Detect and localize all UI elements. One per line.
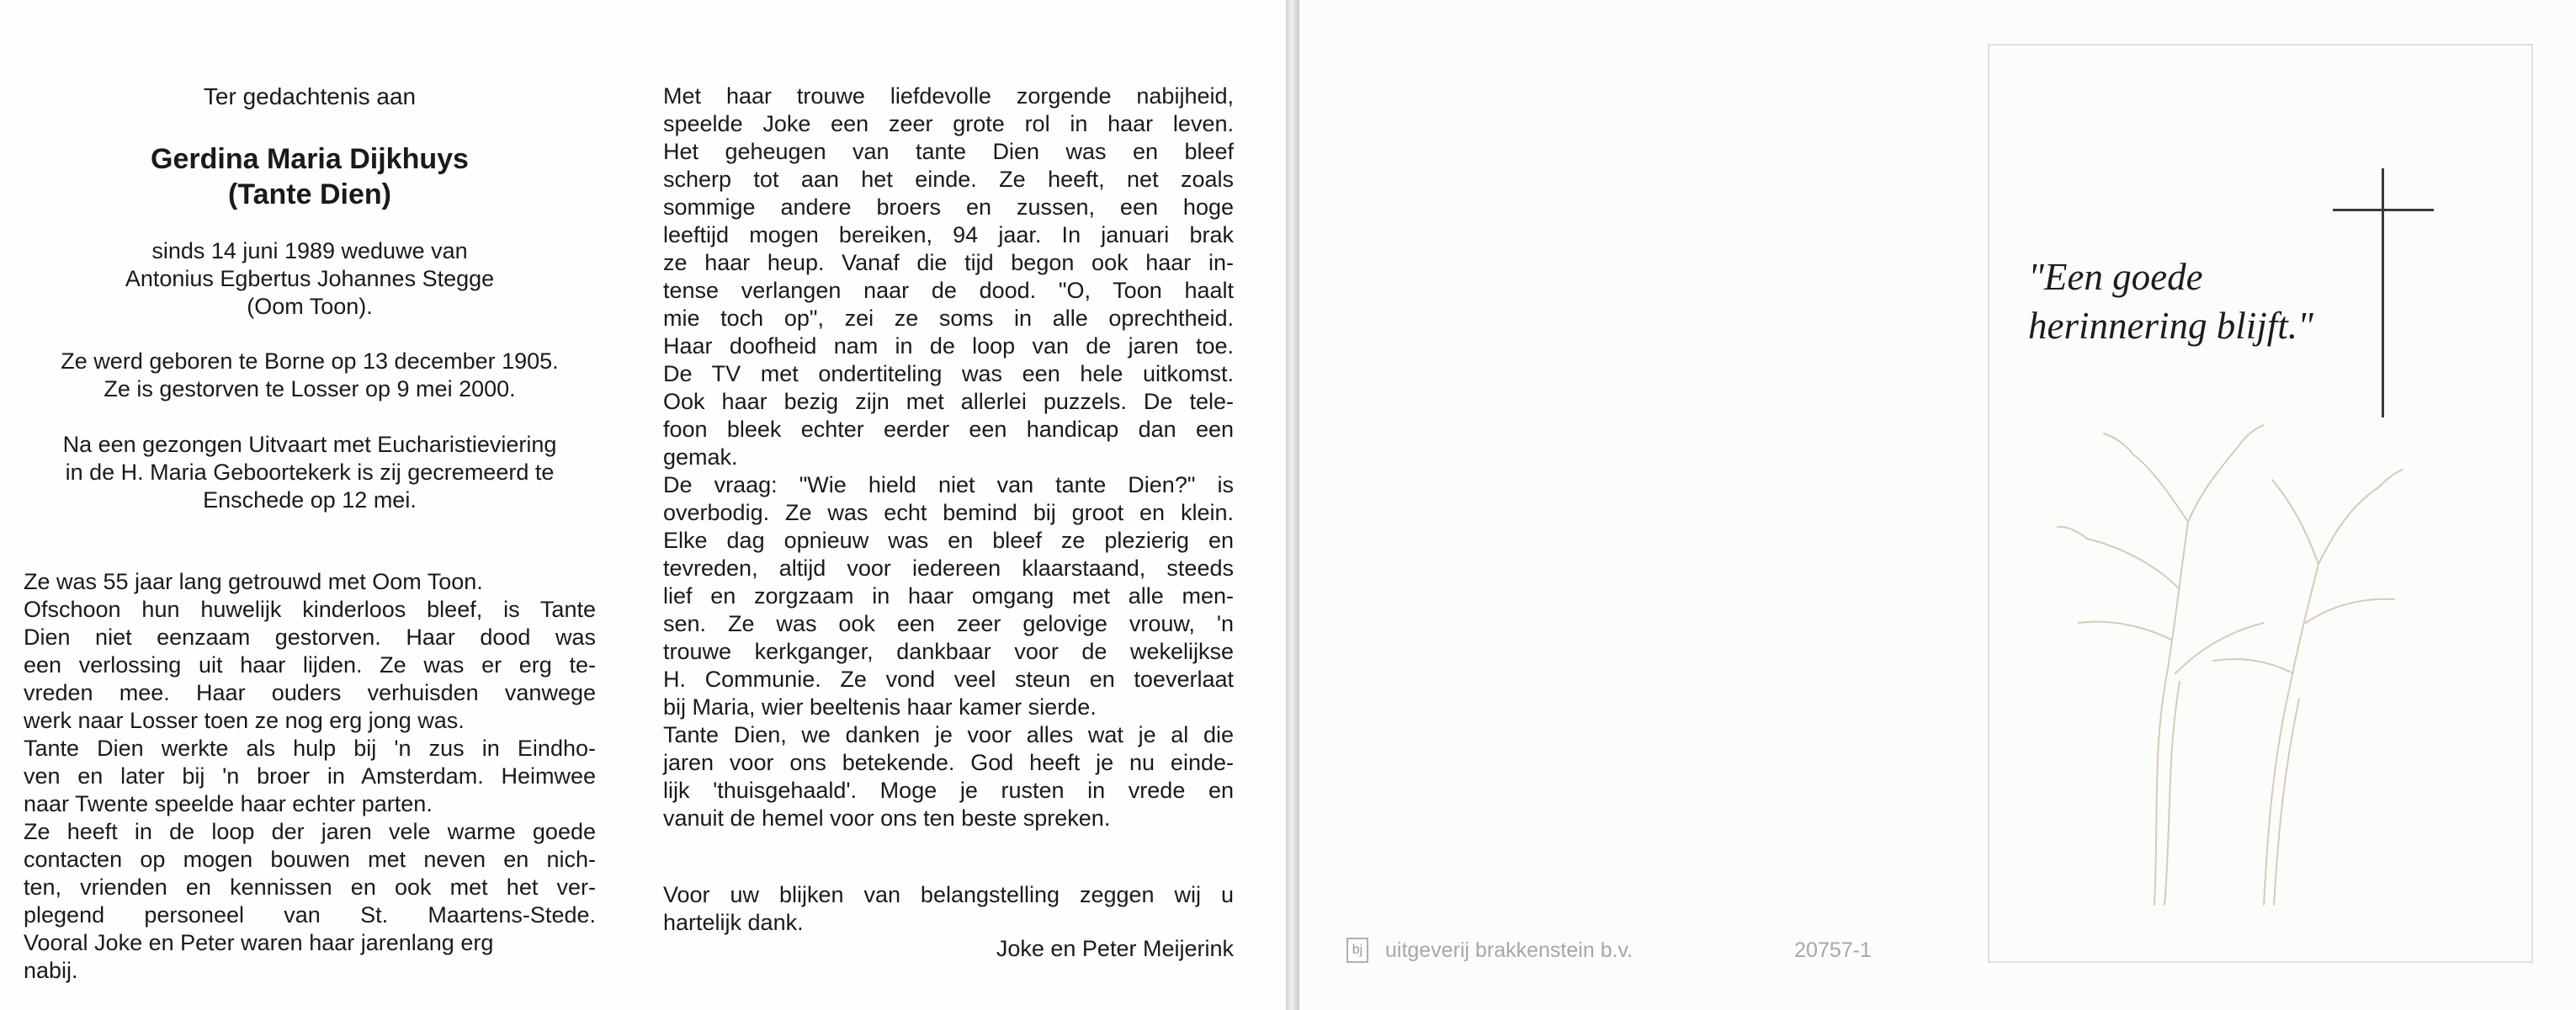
memorial-line: Met haar trouwe liefdevolle zorgende nabijheid, (663, 83, 1234, 109)
cross-icon (2382, 168, 2384, 417)
signature-line: Joke en Peter Meijerink (996, 936, 1234, 961)
funeral-line: Enschede op 12 mei. (203, 487, 417, 513)
nickname-line: (Tante Dien) (228, 178, 391, 210)
memorial-line: De vraag: "Wie hield niet van tante Dien?" is (663, 472, 1234, 497)
intro-text (24, 82, 596, 110)
quote-line: herinnering blijft." (2028, 305, 2313, 347)
story-line: contacten op mogen bouwen met neven en nich- (24, 847, 596, 872)
story-line: Vooral Joke en Peter waren haar jarenlang erg (24, 930, 494, 955)
memorial-line: gemak. (663, 444, 738, 470)
memorial-line: De TV met ondertiteling was een hele uitkomst. (663, 361, 1234, 386)
name-line: Gerdina Maria Dijkhuys (151, 143, 469, 175)
memorial-line: sommige andere broers en zussen, een hoge (663, 194, 1234, 220)
thanks-text (663, 881, 1234, 937)
product-code: 20757-1 (1794, 938, 1872, 962)
publisher-name: uitgeverij brakkenstein b.v. (1385, 938, 1633, 962)
memorial-line: tense verlangen naar de dood. "O, Toon haalt (663, 278, 1234, 303)
story-line: Ze was 55 jaar lang getrouwd met Oom Toon. (24, 569, 483, 594)
death-line: Ze is gestorven te Losser op 9 mei 2000. (104, 376, 516, 401)
memorial-line: Het geheugen van tante Dien was en bleef (663, 139, 1234, 164)
card-fold (1286, 0, 1299, 1010)
memorial-line: ze haar heup. Vanaf die tijd begon ook haar in- (663, 250, 1234, 275)
memorial-line: Haar doofheid nam in de loop van de jaren toe. (663, 333, 1234, 359)
story-line: plegend personeel van St. Maartens-Stede. (24, 902, 596, 928)
widow-line: (Oom Toon). (247, 294, 373, 319)
publisher-footer (1346, 938, 1872, 963)
memorial-text (663, 82, 1234, 832)
cross-icon-bar (2333, 209, 2434, 211)
memorial-line: leeftijd mogen bereiken, 94 jaar. In januari brak (663, 222, 1234, 247)
card-inside-panel (0, 0, 1286, 1010)
life-story (24, 568, 596, 985)
memorial-line: trouwe kerkganger, dankbaar voor de wekelijkse (663, 639, 1234, 664)
memorial-line: sen. Ze was ook een zeer gelovige vrouw, 'n (663, 611, 1234, 636)
memorial-line: tevreden, altijd voor iedereen klaarstaand, steeds (663, 556, 1234, 581)
story-line: Ze heeft in de loop der jaren vele warme goede (24, 819, 596, 844)
story-line: Tante Dien werkte als hulp bij 'n zus in Eindho- (24, 736, 596, 761)
memorial-line: foon bleek echter eerder een handicap dan een (663, 417, 1234, 442)
thanks-line: Voor uw blijken van belangstelling zeggen wij u (663, 882, 1234, 907)
memorial-line: overbodig. Ze was echt bemind bij groot en klein. (663, 500, 1234, 525)
widow-line: sinds 14 juni 1989 weduwe van (151, 238, 468, 263)
funeral-line: Na een gezongen Uitvaart met Eucharistieviering (62, 432, 557, 457)
memorial-line: lief en zorgzaam in haar omgang met alle men- (663, 583, 1234, 609)
story-line: ten, vrienden en kennissen en ook met het ver- (24, 874, 596, 900)
memorial-line: Ook haar bezig zijn met allerlei puzzels. De tele- (663, 389, 1234, 414)
story-line: ven en later bij 'n broer in Amsterdam. Heimwee (24, 763, 596, 789)
memorial-line: Elke dag opnieuw was en bleef ze plezierig en (663, 528, 1234, 553)
memorial-line: scherp tot aan het einde. Ze heeft, net zoals (663, 167, 1234, 192)
birth-line: Ze werd geboren te Borne op 13 december 1905. (61, 348, 559, 374)
story-line: vreden mee. Haar ouders verhuisden vanwege (24, 680, 596, 705)
memorial-line: Tante Dien, we danken je voor alles wat je al die (663, 722, 1234, 747)
memorial-line: mie toch op", zei ze soms in alle oprechtheid. (663, 306, 1234, 331)
deceased-name (24, 141, 596, 212)
funeral-text (24, 431, 596, 514)
widow-line: Antonius Egbertus Johannes Stegge (125, 266, 495, 291)
life-dates (24, 348, 596, 403)
quote (2028, 252, 2382, 350)
tree-illustration (2053, 421, 2407, 909)
story-line: naar Twente speelde haar echter parten. (24, 791, 433, 816)
memorial-line: speelde Joke een zeer grote rol in haar leven. (663, 111, 1234, 136)
story-line: werk naar Losser toen ze nog erg jong was. (24, 708, 465, 733)
story-line: een verlossing uit haar lijden. Ze was er erg te- (24, 652, 596, 678)
publisher-logo-icon: bj (1346, 938, 1368, 963)
widow-text (24, 237, 596, 321)
story-line: Dien niet eenzaam gestorven. Haar dood was (24, 625, 596, 650)
memorial-line: vanuit de hemel voor ons ten beste spreken. (663, 805, 1111, 831)
quote-line: "Een goede (2028, 256, 2203, 298)
signature (663, 935, 1234, 963)
intro-line: Ter gedachtenis aan (203, 83, 417, 109)
story-line: nabij. (24, 958, 78, 983)
memorial-line: lijk 'thuisgehaald'. Moge je rusten in vrede en (663, 778, 1234, 803)
story-line: Ofschoon hun huwelijk kinderloos bleef, is Tante (24, 597, 596, 622)
memorial-line: bij Maria, wier beeltenis haar kamer sierde. (663, 694, 1097, 720)
memorial-line: jaren voor ons betekende. God heeft je nu einde- (663, 750, 1234, 775)
memorial-line: H. Communie. Ze vond veel steun en toeverlaat (663, 667, 1234, 692)
funeral-line: in de H. Maria Geboortekerk is zij gecremeerd te (65, 460, 555, 485)
thanks-line: hartelijk dank. (663, 910, 804, 935)
